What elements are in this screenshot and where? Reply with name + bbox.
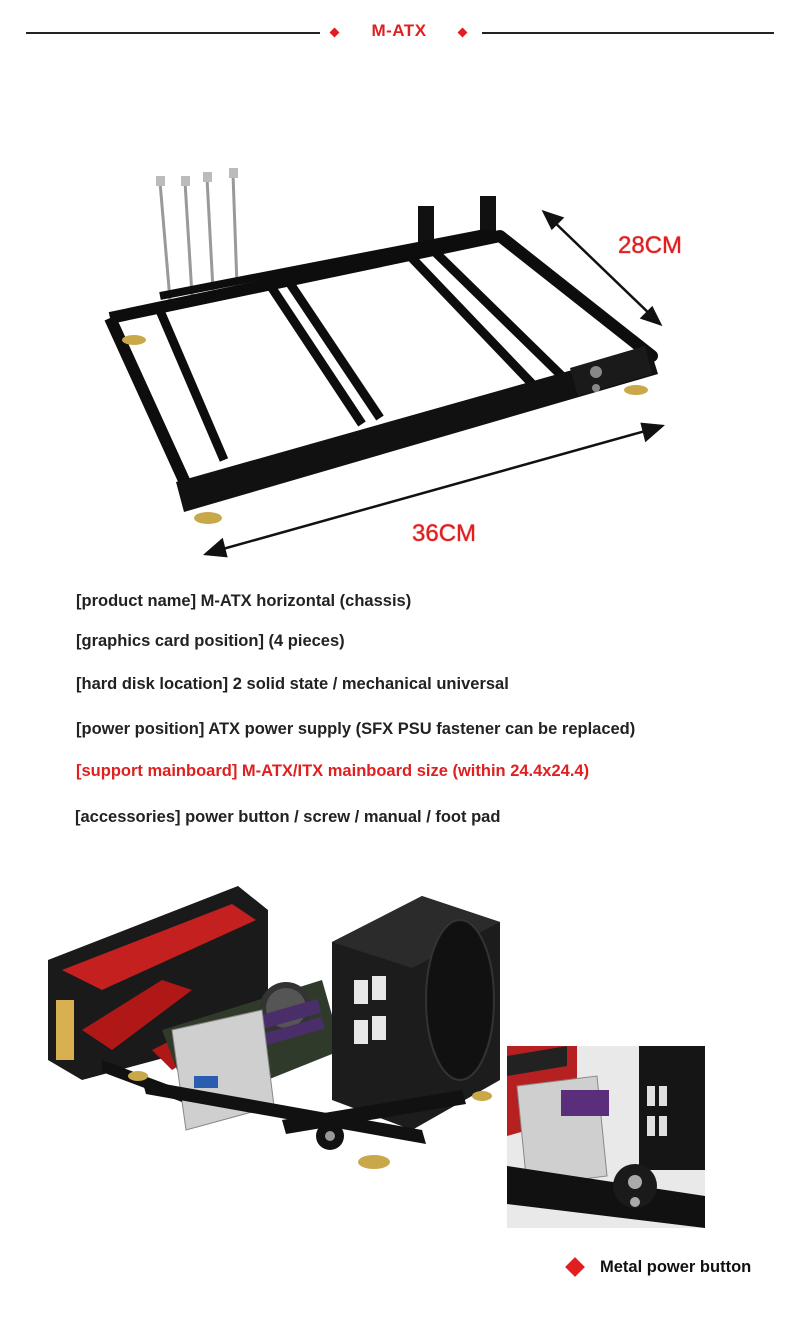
spec-power-position: [power position] ATX power supply (SFX PSU fastener can be replaced) bbox=[76, 720, 636, 738]
diamond-icon bbox=[565, 1257, 585, 1277]
spec-graphics-card: [graphics card position] (4 pieces) bbox=[76, 632, 345, 650]
assembled-build-photo bbox=[42, 880, 504, 1180]
length-dimension-label: 36CM bbox=[412, 520, 477, 547]
frame-product-image bbox=[100, 160, 700, 580]
header-rule-left bbox=[26, 32, 320, 34]
width-dimension-label: 28CM bbox=[618, 232, 683, 259]
spec-accessories: [accessories] power button / screw / manual / foot pad bbox=[75, 808, 501, 826]
diamond-icon bbox=[458, 28, 468, 38]
power-button-caption: Metal power button bbox=[600, 1258, 752, 1276]
power-button-closeup-photo bbox=[507, 1046, 705, 1228]
diamond-icon bbox=[330, 28, 340, 38]
section-title: M-ATX bbox=[371, 21, 427, 40]
spec-product-name: [product name] M-ATX horizontal (chassis) bbox=[76, 592, 412, 610]
spec-support-mainboard: [support mainboard] M-ATX/ITX mainboard size (within 24.4x24.4) bbox=[76, 762, 590, 780]
spec-hard-disk: [hard disk location] 2 solid state / mechanical universal bbox=[76, 675, 509, 693]
header-rule-right bbox=[482, 32, 774, 34]
